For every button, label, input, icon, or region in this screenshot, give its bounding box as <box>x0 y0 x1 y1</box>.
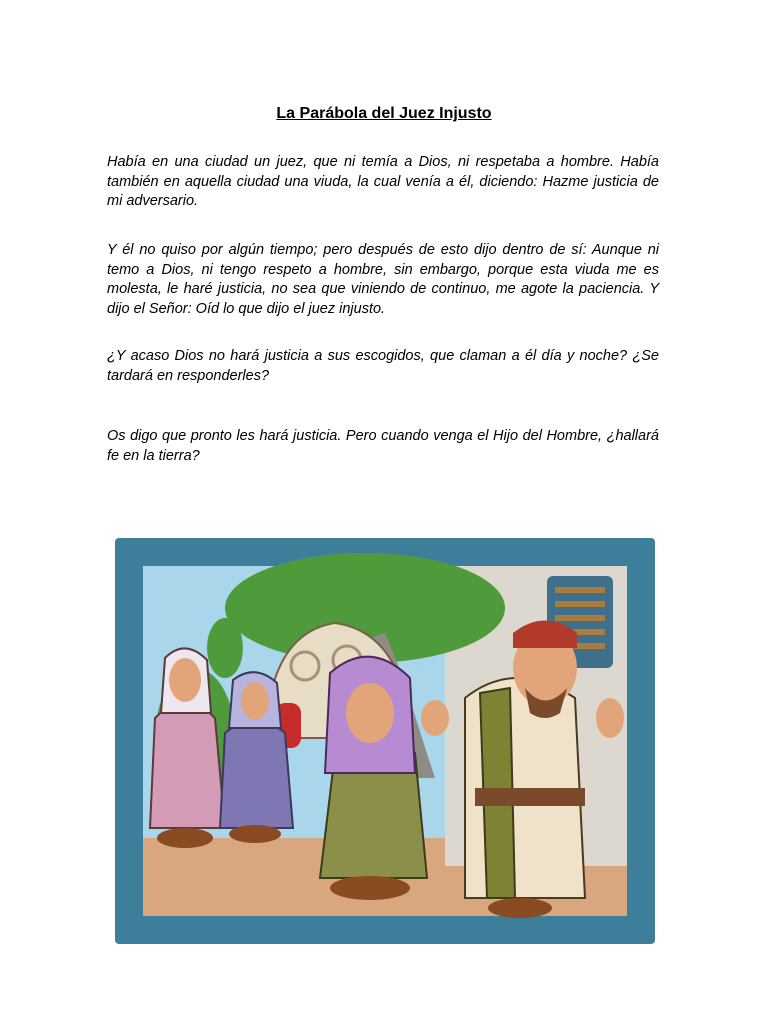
paragraph-4: Os digo que pronto les hará justicia. Pero cuando venga el Hijo del Hombre, ¿hallará fe en la tierra? <box>107 428 659 464</box>
page-title: La Parábola del Juez Injusto <box>276 105 492 122</box>
paragraph-3: ¿Y acaso Dios no hará justicia a sus escogidos, que claman a él día y noche? ¿Se tardará en responderles? <box>107 348 659 384</box>
parable-illustration <box>115 538 655 944</box>
scene <box>143 553 627 918</box>
paragraph-1: Había en una ciudad un juez, que ni temía a Dios, ni respetaba a hombre. Había también en aquella ciudad una viuda, la cual venía a él, diciendo: Hazme justicia de mi adversario. <box>107 154 659 209</box>
paragraph-2: Y él no quiso por algún tiempo; pero después de esto dijo dentro de sí: Aunque ni temo a Dios, ni tengo respeto a hombre, sin embargo, porque esta viuda me es molesta, le haré justicia, no sea que viniendo de continuo, me agote la paciencia. Y dijo el Señor: Oíd lo que dijo el juez injusto. <box>107 242 659 317</box>
